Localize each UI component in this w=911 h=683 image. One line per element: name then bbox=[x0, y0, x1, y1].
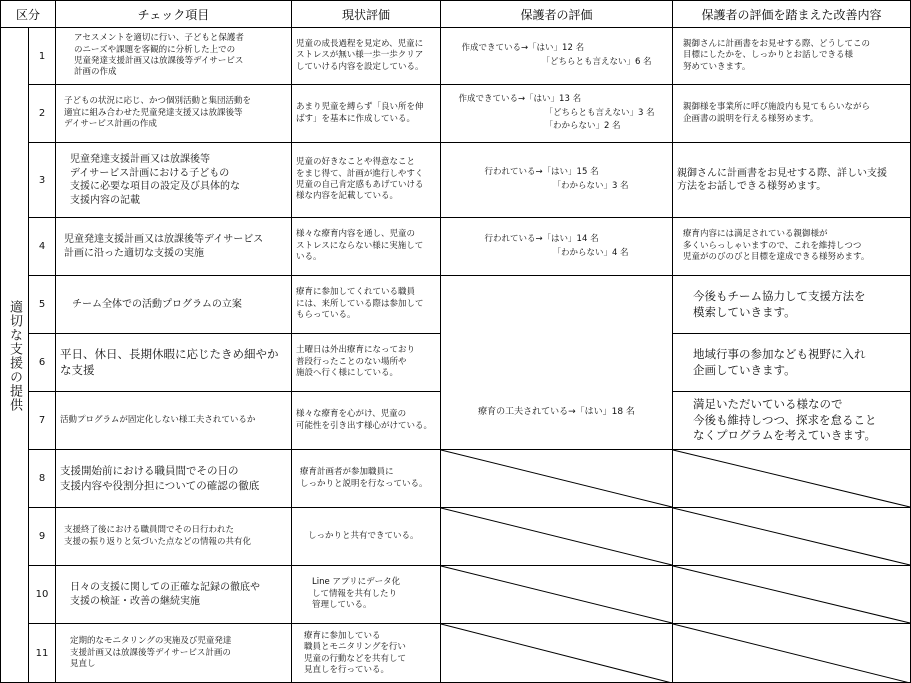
grid-line bbox=[28, 142, 911, 143]
improvement-text: 親御様を事業所に呼び施設内も見てもらいながら 企画書の説明を行える様努めます。 bbox=[683, 102, 871, 124]
guardian-eval bbox=[441, 218, 672, 275]
grid-line bbox=[28, 275, 911, 276]
slash-line bbox=[673, 566, 910, 623]
slash-line bbox=[673, 508, 910, 565]
guardian-eval-line: 作成できている→「はい」13 名 bbox=[458, 94, 582, 105]
current-eval-text: 様々な療育を心がけ、児童の 可能性を引き出す様心がけている。 bbox=[296, 409, 433, 431]
guardian-eval-line: 作成できている→「はい」12 名 bbox=[461, 43, 585, 54]
row-number: 1 bbox=[38, 50, 46, 62]
current-eval-text: しっかりと共有できている。 bbox=[308, 530, 419, 541]
guardian-eval-line: 「どちらとも言えない」6 名 bbox=[541, 57, 652, 67]
section-label: 適切な支援の提供 bbox=[7, 299, 22, 412]
header-category: 区分 bbox=[15, 7, 40, 22]
grid-line bbox=[28, 84, 911, 85]
guardian-eval bbox=[441, 28, 672, 84]
improvement-text: 療育内容には満足されている親御様が 多くいらっしゃいますので、これを維持しつつ 児童がのびのびと目標を達成できる様努めます。 bbox=[683, 229, 870, 263]
row-number: 3 bbox=[38, 174, 46, 186]
current-eval-text: Line アプリにデータ化 して情報を共有したり 管理している。 bbox=[312, 577, 401, 611]
row-number: 8 bbox=[38, 473, 46, 484]
check-item-text: チーム全体での活動プログラムの立案 bbox=[72, 298, 242, 310]
check-item-text: 児童発達支援計画又は放課後等デイサービス 計画に沿った適切な支援の実施 bbox=[64, 234, 264, 259]
grid-line bbox=[0, 27, 911, 28]
current-eval-text: 療育に参加してくれている職員 には、来所している際は参加して もらっている。 bbox=[296, 287, 424, 321]
current-eval-text: 療育に参加している 職員とモニタリングを行い 児童の行動などを共有して 見直しを行っている。 bbox=[304, 630, 407, 675]
improvement-text: 満足いただいている様なので 今後も維持しつつ、探求を怠ること なくプログラムを考えていきます。 bbox=[693, 397, 877, 443]
guardian-eval-line: 「わからない」3 名 bbox=[552, 181, 629, 191]
grid-line bbox=[672, 0, 673, 683]
grid-line bbox=[0, 0, 1, 683]
check-item-text: 支援終了後における職員間でその日行われた 支援の振り返りと気づいた点などの情報の共有化 bbox=[64, 525, 252, 547]
grid-line bbox=[28, 565, 911, 566]
row-number: 9 bbox=[38, 531, 46, 542]
guardian-eval bbox=[441, 143, 672, 217]
current-eval-text: 様々な療育内容を通し、児童の ストレスにならない様に実施して いる。 bbox=[296, 229, 424, 263]
row-number: 5 bbox=[38, 299, 46, 310]
grid-line bbox=[440, 0, 441, 683]
current-eval-text: 土曜日は外出療育になっており 普段行ったことのない場所や 施設へ行く様にしている。 bbox=[296, 345, 416, 379]
grid-line bbox=[55, 0, 56, 683]
current-eval-text: 療育計画者が参加職員に しっかりと説明を行なっている。 bbox=[300, 467, 428, 489]
guardian-eval-line: 行われている→「はい」14 名 bbox=[484, 233, 599, 244]
check-item-text: アセスメントを適切に行い、子どもと保護者 のニーズや課題を客観的に分析した上での 児童発達支援計画又は放課後等デイサービス 計画の作成 bbox=[74, 33, 244, 78]
grid-line bbox=[672, 333, 911, 334]
grid-line bbox=[28, 391, 441, 392]
guardian-eval-merged: 療育の工夫されている→「はい」18 名 bbox=[478, 407, 635, 418]
check-item-text: 定期的なモニタリングの実施及び児童発達 支援計画又は放課後等デイサービス計画の 見直し bbox=[70, 636, 232, 670]
grid-line bbox=[28, 217, 911, 218]
header-check-item: チェック項目 bbox=[137, 7, 210, 22]
slash-line bbox=[673, 624, 910, 683]
current-eval-text: 児童の成長過程を見定め、児童に ストレスが無い様一歩一歩クリア していける内容を設定している。 bbox=[296, 38, 424, 72]
guardian-eval-line: 「どちらとも言えない」3 名 bbox=[544, 107, 655, 118]
guardian-eval-line: 「わからない」4 名 bbox=[552, 247, 629, 258]
slash-line bbox=[441, 624, 672, 683]
current-eval-text: あまり児童を縛らず「良い所を伸 ばす」を基本に作成している。 bbox=[296, 102, 424, 124]
grid-line bbox=[672, 391, 911, 392]
check-item-text: 日々の支援に関しての正確な記録の徹底や 支援の検証・改善の継続実施 bbox=[70, 582, 260, 607]
grid-line bbox=[0, 0, 911, 1]
header-improvement: 保護者の評価を踏まえた改善内容 bbox=[701, 7, 882, 22]
check-item-text: 子どもの状況に応じ、かつ個別活動と集団活動を 適宜に組み合わせた児童発達支援又は放課後等 デイサービス計画の作成 bbox=[64, 96, 252, 130]
current-eval-text: 児童の好きなことや得意なこと をまじ得て、計画が進行しやすく 児童の自己肯定感もあげていける 様な内容を記載している。 bbox=[296, 157, 424, 202]
row-number: 11 bbox=[35, 648, 49, 659]
row-number: 2 bbox=[38, 108, 46, 119]
row-number: 7 bbox=[38, 415, 46, 426]
grid-line bbox=[28, 333, 441, 334]
grid-line bbox=[28, 507, 911, 508]
grid-line bbox=[291, 0, 292, 683]
row-number: 4 bbox=[38, 241, 46, 252]
row-number: 6 bbox=[38, 357, 46, 368]
improvement-text: 今後もチーム協力して支援方法を 模索していきます。 bbox=[693, 288, 866, 319]
guardian-eval-line: 行われている→「はい」15 名 bbox=[484, 167, 599, 178]
check-item-text: 児童発達支援計画又は放課後等 デイサービス計画における子どもの 支援に必要な項目の設定及び具体的な 支援内容の記載 bbox=[70, 154, 240, 206]
guardian-eval bbox=[441, 85, 672, 142]
row-number: 10 bbox=[35, 589, 49, 600]
slash-line bbox=[441, 566, 672, 623]
improvement-text: 親御さんに計画書をお見せする際、詳しい支援 方法をお話しできる様努めます。 bbox=[677, 167, 887, 192]
grid-line bbox=[28, 623, 911, 624]
header-guardian-eval: 保護者の評価 bbox=[520, 7, 593, 22]
improvement-text: 親御さんに計画書をお見せする際、どうしてこの 目標にしたかを、しっかりとお話しできる様 努めていきます。 bbox=[683, 38, 871, 72]
slash-line bbox=[673, 450, 910, 507]
grid-line bbox=[28, 27, 29, 683]
check-item-text: 支援開始前における職員間でその日の 支援内容や役割分担についての確認の徹底 bbox=[60, 465, 260, 492]
grid-line bbox=[28, 449, 911, 450]
guardian-eval-line: 「わからない」2 名 bbox=[544, 121, 621, 132]
header-current-eval: 現状評価 bbox=[341, 7, 390, 22]
check-item-text: 平日、休日、長期休暇に応じたきめ細やか な支援 bbox=[60, 346, 279, 377]
check-item-text: 活動プログラムが固定化しない様工夫されているか bbox=[60, 414, 256, 425]
improvement-text: 地域行事の参加なども視野に入れ 企画していきます。 bbox=[693, 346, 866, 377]
